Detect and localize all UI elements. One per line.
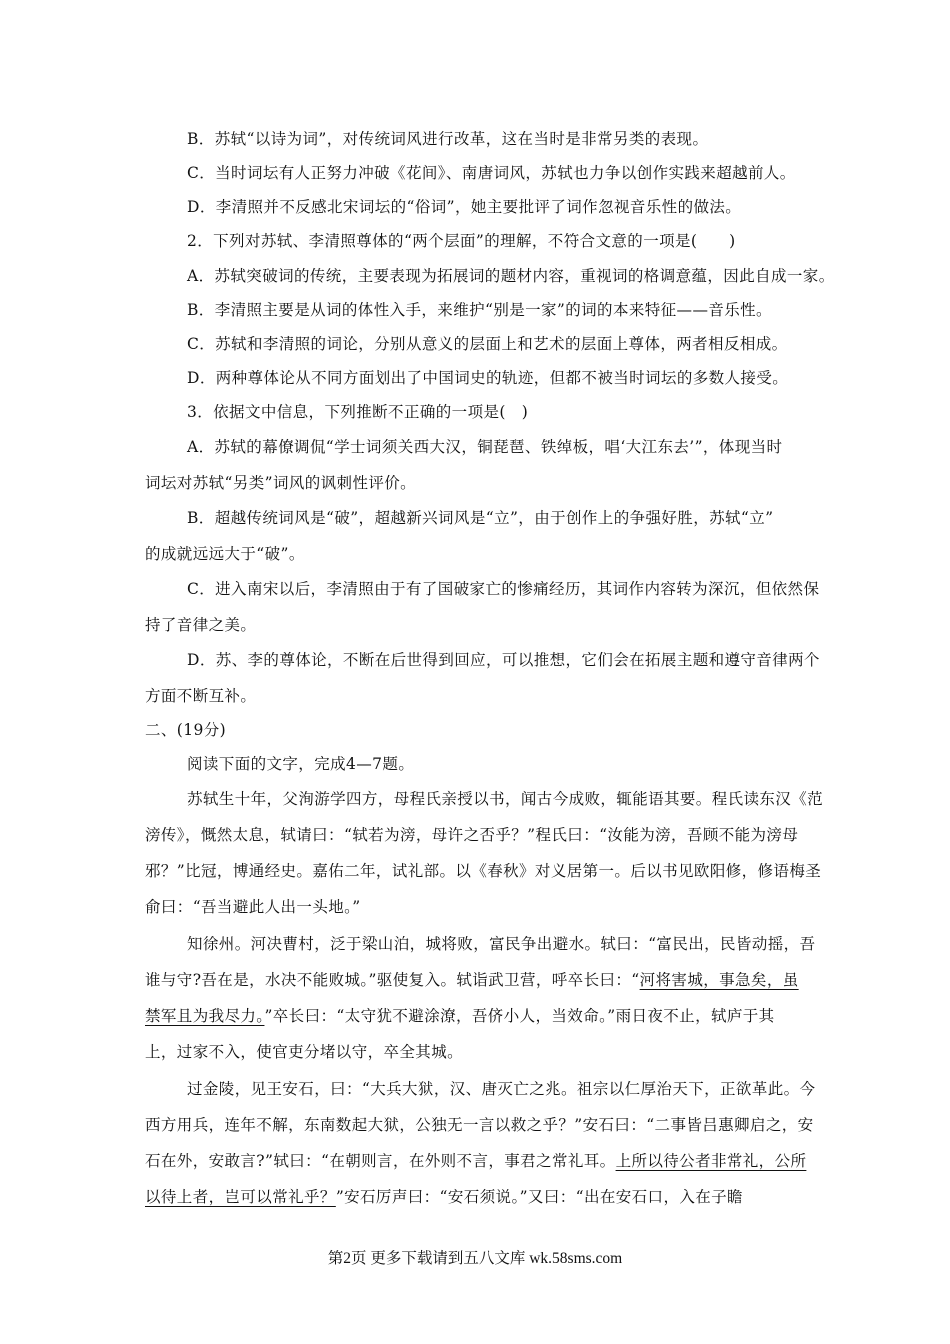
passage-p2-line2 <box>145 968 863 990</box>
option-3b-line1: B．超越传统词风是“破”，超越新兴词风是“立”，由于创作上的争强好胜，苏轼“立” <box>187 509 774 527</box>
underlined-sentence-2a: 上所以待公者非常礼，公所 <box>615 1152 807 1170</box>
option-3c-line2: 持了音律之美。 <box>145 616 257 634</box>
page-footer: 第2页 更多下载请到五八文库 wk.58sms.com <box>327 1250 623 1267</box>
passage-p2-line1: 知徐州。河决曹村，泛于梁山泊，城将败，富民争出避水。轼曰：“富民出，民皆动摇，吾 <box>187 935 816 953</box>
passage-p1-line4: 俞曰：“吾当避此人出一头地。” <box>145 898 361 916</box>
section-2-heading: 二、(19分) <box>145 721 227 739</box>
passage-p3-line3-text: 石在外，安敢言?”轼曰：“在朝则言，在外则不言，事君之常礼耳。 <box>145 1152 616 1170</box>
option-1b: B．苏轼“以诗为词”，对传统词风进行改革，这在当时是非常另类的表现。 <box>187 130 709 148</box>
passage-p2-line4: 上，过家不入，使官吏分堵以守，卒全其城。 <box>145 1043 464 1061</box>
option-2c: C．苏轼和李清照的词论，分别从意义的层面上和艺术的层面上尊体，两者相反相成。 <box>187 335 788 353</box>
underlined-sentence-1b: 禁军且为我尽力。 <box>145 1007 265 1025</box>
option-1c: C．当时词坛有人正努力冲破《花间》、南唐词风，苏轼也力争以创作实践来超越前人。 <box>187 164 796 182</box>
passage-p1-line2: 滂传》，慨然太息，轼请曰：“轼若为滂，母许之否乎？”程氏曰：“汝能为滂，吾顾不能为滂母 <box>145 826 799 844</box>
option-2d: D．两种尊体论从不同方面划出了中国词史的轨迹，但都不被当时词坛的多数人接受。 <box>187 369 789 387</box>
question-2: 2．下列对苏轼、李清照尊体的“两个层面”的理解，不符合文意的一项是( ) <box>187 232 736 250</box>
passage-p3-line4-text: ”安石厉声曰：“安石须说。”又曰：“出在安石口，入在子瞻 <box>335 1188 743 1206</box>
option-3c-line1: C．进入南宋以后，李清照由于有了国破家亡的惨痛经历，其词作内容转为深沉，但依然保 <box>187 580 820 598</box>
passage-p2-line3-text: ”卒长曰：“太守犹不避涂潦，吾侪小人，当效命。”雨日夜不止，轼庐于其 <box>264 1007 775 1025</box>
passage-p3-line2: 西方用兵，连年不解，东南数起大狱，公独无一言以救之乎？”安石曰：“二事皆吕惠卿启之，安 <box>145 1116 814 1134</box>
option-1d: D．李清照并不反感北宋词坛的“俗词”，她主要批评了词作忽视音乐性的做法。 <box>187 198 742 216</box>
option-3a-line1: A．苏轼的幕僚调侃“学士词须关西大汉，铜琵琶、铁绰板，唱‘大江东去’”，体现当时 <box>187 438 783 456</box>
passage-p2-line2-text: 谁与守?吾在是，水决不能败城。”驱使复入。轼诣武卫营，呼卒长曰：“ <box>145 971 640 989</box>
option-3b-line2: 的成就远远大于“破”。 <box>145 545 305 563</box>
passage-p3-line1: 过金陵，见王安石，曰：“大兵大狱，汉、唐灭亡之兆。祖宗以仁厚治天下，正欲革此。今 <box>187 1080 816 1098</box>
option-3d-line2: 方面不断互补。 <box>145 687 257 705</box>
option-3d-line1: D．苏、李的尊体论，不断在后世得到回应，可以推想，它们会在拓展主题和遵守音律两个 <box>187 651 820 669</box>
reading-instruction: 阅读下面的文字，完成4—7题。 <box>187 755 415 773</box>
passage-p2-line3 <box>145 1004 863 1026</box>
passage-p3-line3 <box>145 1149 863 1171</box>
underlined-sentence-2b: 以待上者，岂可以常礼乎？ <box>145 1188 336 1206</box>
option-3a-line2: 词坛对苏轼“另类”词风的讽刺性评价。 <box>145 474 417 492</box>
question-3: 3．依据文中信息，下列推断不正确的一项是( ) <box>187 403 529 421</box>
option-2b: B．李清照主要是从词的体性入手，来维护“别是一家”的词的本来特征——音乐性。 <box>187 301 772 319</box>
passage-p3-line4 <box>145 1185 863 1207</box>
underlined-sentence-1a: 河将害城，事急矣，虽 <box>639 971 799 989</box>
option-2a: A．苏轼突破词的传统，主要表现为拓展词的题材内容，重视词的格调意蕴，因此自成一家。 <box>187 267 835 285</box>
passage-p1-line1: 苏轼生十年，父洵游学四方，母程氏亲授以书，闻古今成败，辄能语其要。程氏读东汉《范 <box>187 790 824 808</box>
passage-p1-line3: 邪？”比冠，博通经史。嘉佑二年，试礼部。以《春秋》对义居第一。后以书见欧阳修，修语梅圣 <box>145 862 822 880</box>
